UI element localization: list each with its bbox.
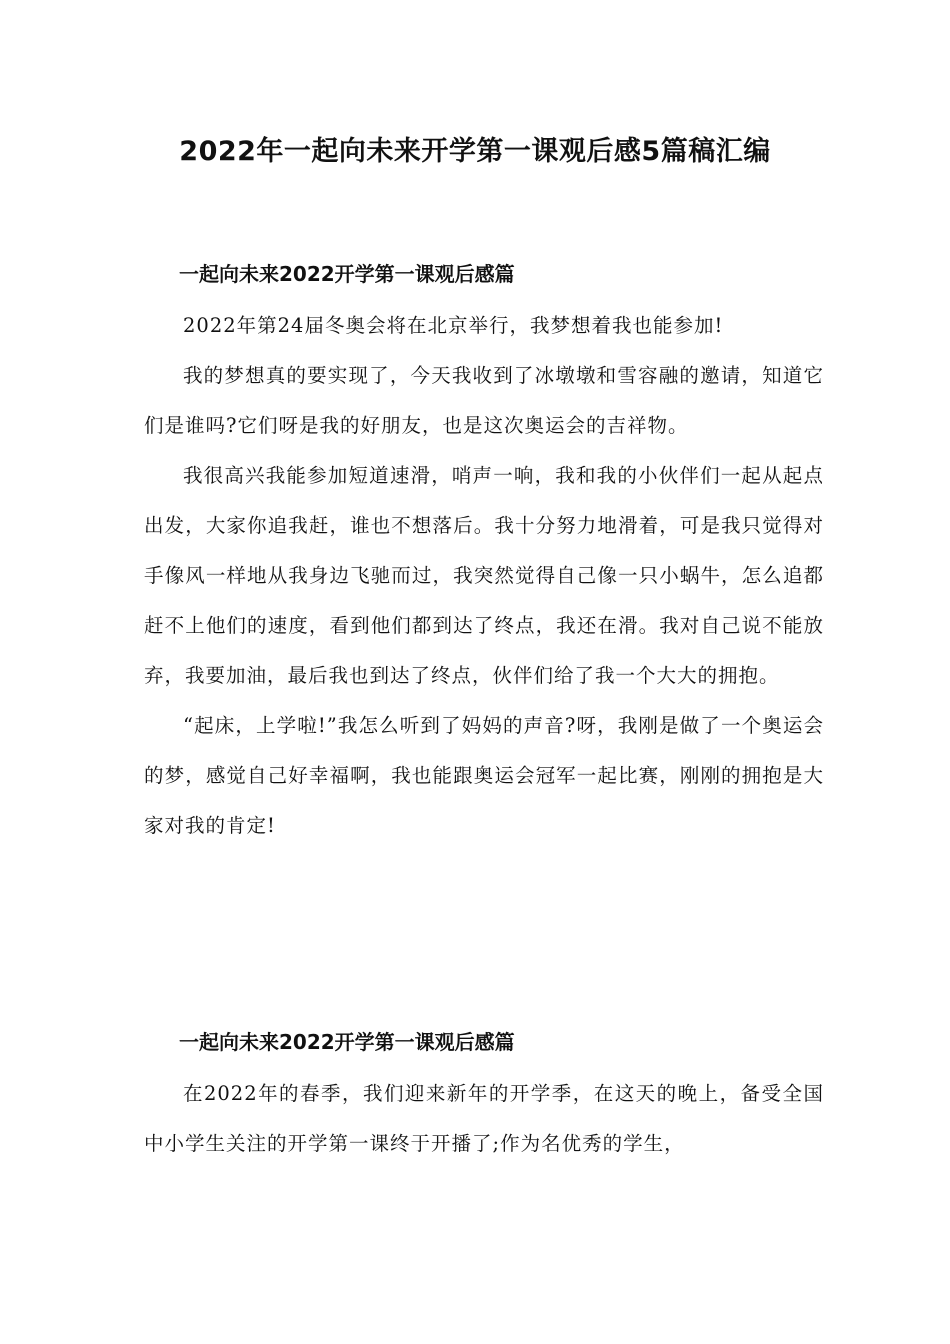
paragraph: 在2022年的春季，我们迎来新年的开学季，在这天的晚上，备受全国中小学生关注的开学第一课终于开播了;作为名优秀的学生， <box>144 1082 824 1155</box>
essay-section-1 <box>144 259 824 851</box>
document-title: 2022年一起向未来开学第一课观后感5篇稿汇编 <box>179 136 771 167</box>
section-heading: 一起向未来2022开学第一课观后感篇 <box>179 262 515 286</box>
section-body <box>144 1069 824 1169</box>
paragraph: “起床，上学啦!”我怎么听到了妈妈的声音?呀，我刚是做了一个奥运会的梦，感觉自己好幸福啊，我也能跟奥运会冠军一起比赛，刚刚的拥抱是大家对我的肯定! <box>144 714 824 837</box>
paragraph: 我的梦想真的要实现了，今天我收到了冰墩墩和雪容融的邀请，知道它们是谁吗?它们呀是我的好朋友，也是这次奥运会的吉祥物。 <box>144 364 824 437</box>
section-body <box>144 301 824 851</box>
section-heading: 一起向未来2022开学第一课观后感篇 <box>179 1030 515 1054</box>
paragraph: 我很高兴我能参加短道速滑，哨声一响，我和我的小伙伴们一起从起点出发，大家你追我赶，谁也不想落后。我十分努力地滑着，可是我只觉得对手像风一样地从我身边飞驰而过，我突然觉得自己像一只小蜗牛，怎么追都赶不上他们的速度，看到他们都到达了终点，我还在滑。我对自己说不能放弃，我要加油，最后我也到达了终点，伙伴们给了我一个大大的拥抱。 <box>144 464 824 687</box>
essay-section-2 <box>144 1027 824 1169</box>
paragraph: 2022年第24届冬奥会将在北京举行，我梦想着我也能参加! <box>183 314 724 337</box>
